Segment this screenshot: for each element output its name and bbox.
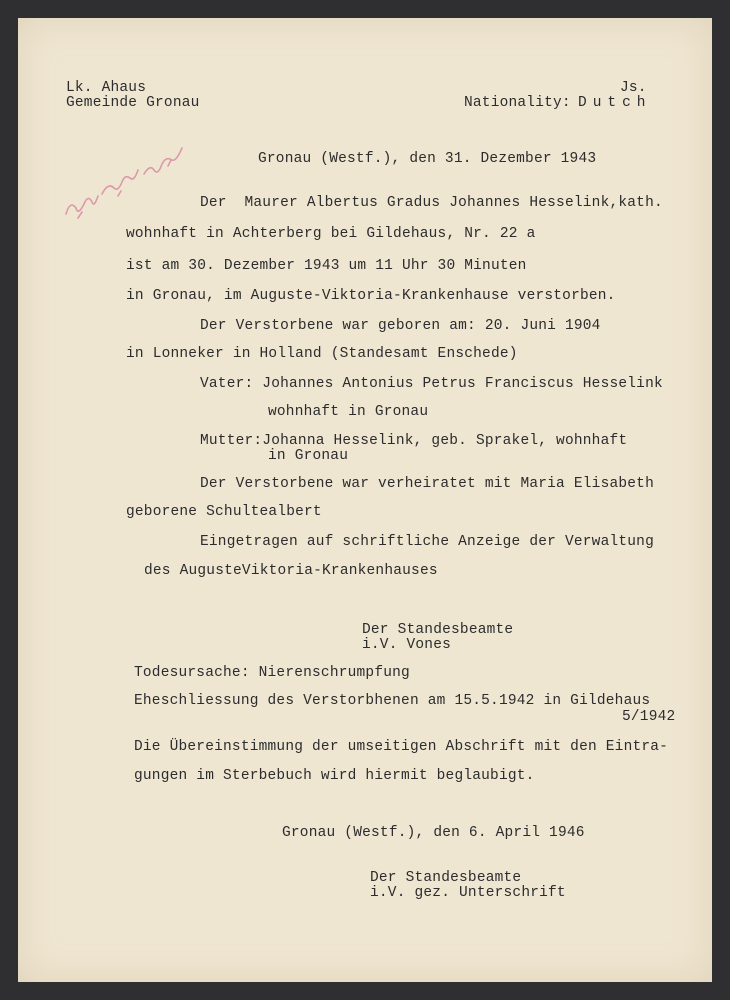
body-line-2: wohnhaft in Achterberg bei Gildehaus, Nr. 22 a xyxy=(126,226,536,242)
cause-of-death: Todesursache: Nierenschrumpfung xyxy=(134,665,410,681)
body-line-5: Der Verstorbene war geboren am: 20. Juni 1904 xyxy=(200,318,601,334)
mother-line-2: in Gronau xyxy=(268,448,349,464)
registrar-signature-2: i.V. gez. Unterschrift xyxy=(370,885,566,901)
certification-line-2: gungen im Sterbebuch wird hiermit beglaubigt. xyxy=(134,768,535,784)
body-line-6: in Lonneker in Holland (Standesamt Enschede) xyxy=(126,346,518,362)
registrar-signature-1: i.V. Vones xyxy=(362,637,452,653)
registrar-title-2: Der Standesbeamte xyxy=(370,870,522,886)
married-line-2: geborene Schultealbert xyxy=(126,504,322,520)
married-line-1: Der Verstorbene war verheiratet mit Maria Elisabeth xyxy=(200,476,654,492)
body-line-1: Der Maurer Albertus Gradus Johannes Hesselink,kath. xyxy=(200,195,663,211)
code-label: Js. xyxy=(620,80,647,96)
mother-line-1: Mutter:Johanna Hesselink, geb. Sprakel, wohnhaft xyxy=(200,433,628,449)
body-line-3: ist am 30. Dezember 1943 um 11 Uhr 30 Minuten xyxy=(126,258,527,274)
district-label: Lk. Ahaus xyxy=(66,80,147,96)
registrar-title-1: Der Standesbeamte xyxy=(362,622,514,638)
marriage-line: Eheschliessung des Verstorbhenen am 15.5.1942 in Gildehaus xyxy=(134,693,651,709)
nationality-label: Nationality: xyxy=(464,95,571,111)
father-line-2: wohnhaft in Gronau xyxy=(268,404,429,420)
nationality-value: Dutch xyxy=(578,95,652,111)
place-date: Gronau (Westf.), den 31. Dezember 1943 xyxy=(258,151,597,167)
body-line-4: in Gronau, im Auguste-Viktoria-Krankenhause verstorben. xyxy=(126,288,616,304)
place-date-2: Gronau (Westf.), den 6. April 1946 xyxy=(282,825,585,841)
registered-line-2: des AugusteViktoria-Krankenhauses xyxy=(144,563,438,579)
father-line-1: Vater: Johannes Antonius Petrus Franciscus Hesselink xyxy=(200,376,663,392)
marriage-reference: 5/1942 xyxy=(622,709,676,725)
registered-line-1: Eingetragen auf schriftliche Anzeige der Verwaltung xyxy=(200,534,654,550)
certification-line-1: Die Übereinstimmung der umseitigen Abschrift mit den Eintra- xyxy=(134,739,669,755)
municipality-label: Gemeinde Gronau xyxy=(66,95,200,111)
document-page xyxy=(18,18,712,982)
handwritten-annotation xyxy=(58,136,208,236)
